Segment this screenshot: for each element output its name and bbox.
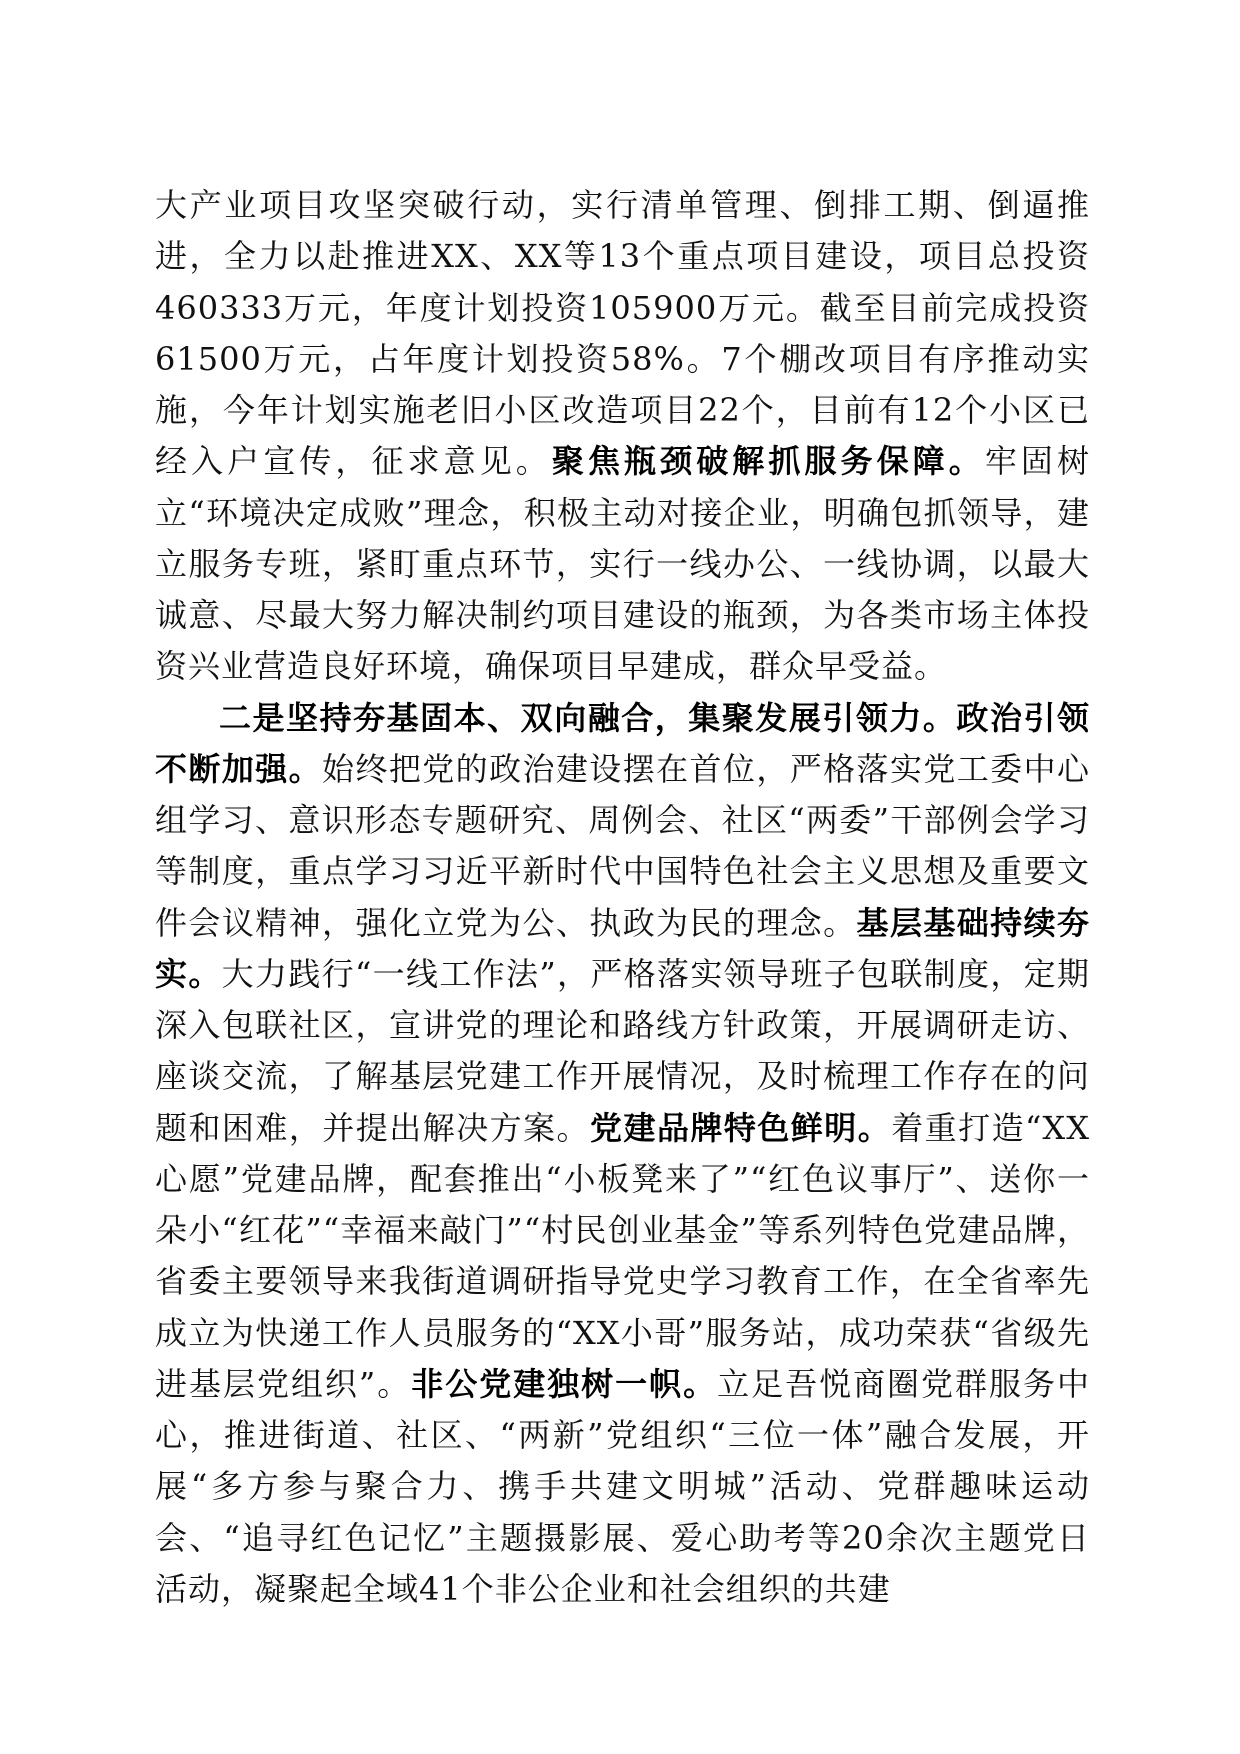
paragraph-party-building (155, 693, 1090, 1616)
bold-subheading: 党建品牌特色鲜明。 (590, 1108, 892, 1147)
paragraph-text: 牢固树立“环境决定成败”理念，积极主动对接企业，明确包抓领导，建立服务专班，紧盯重点环节，实行一线办公、一线协调，以最大诚意、尽最大努力解决制约项目建设的瓶颈，为各类市场主体投资兴业营造良好环境，确保项目早建成，群众早受益。 (155, 442, 1090, 686)
paragraph-text: 大产业项目攻坚突破行动，实行清单管理、倒排工期、倒逼推进，全力以赴推进XX、XX等13个重点项目建设，项目总投资460333万元，年度计划投资105900万元。截至目前完成投资61500万元，占年度计划投资58%。7个棚改项目有序推动实施，今年计划实施老旧小区改造项目22个，目前有12个小区已经入户宣传，征求意见。 (155, 186, 1090, 481)
document-body (155, 180, 1090, 1615)
bold-subheading: 非公党建独树一帜。 (411, 1364, 718, 1403)
paragraph-text: 着重打造“XX心愿”党建品牌，配套推出“小板凳来了”“红色议事厅”、送你一朵小“红花”“幸福来敲门”“村民创业基金”等系列特色党建品牌，省委主要领导来我街道调研指导党史学习教育工作，在全省率先成立为快递工作人员服务的“XX小哥”服务站，成功荣获“省级先进基层党组织”。 (155, 1108, 1090, 1403)
bold-section-heading: 二是坚持夯基固本、双向融合，集聚发展引领力。 (219, 698, 957, 737)
paragraph-text: 大力践行“一线工作法”，严格落实领导班子包联制度，定期深入包联社区，宣讲党的理论和路线方针政策，开展调研走访、座谈交流，了解基层党建工作开展情况，及时梳理工作存在的问题和困难，并提出解决方案。 (155, 954, 1090, 1147)
paragraph-project-construction (155, 180, 1090, 693)
paragraph-text: 立足吾悦商圈党群服务中心，推进街道、社区、“两新”党组织“三位一体”融合发展，开展“多方参与聚合力、携手共建文明城”活动、党群趣味运动会、“追寻红色记忆”主题摄影展、爱心助考等20余次主题党日活动，凝聚起全域41个非公企业和社会组织的共建 (155, 1364, 1090, 1608)
bold-subheading: 基层基础持续夯实。 (155, 903, 1090, 993)
bold-subheading: 政治引领不断加强。 (155, 698, 1090, 788)
paragraph-text: 始终把党的政治建设摆在首位，严格落实党工委中心组学习、意识形态专题研究、周例会、社区“两委”干部例会学习等制度，重点学习习近平新时代中国特色社会主义思想及重要文件会议精神，强化立党为公、执政为民的理念。 (155, 749, 1090, 942)
bold-subheading: 聚焦瓶颈破解抓服务保障。 (551, 442, 985, 481)
